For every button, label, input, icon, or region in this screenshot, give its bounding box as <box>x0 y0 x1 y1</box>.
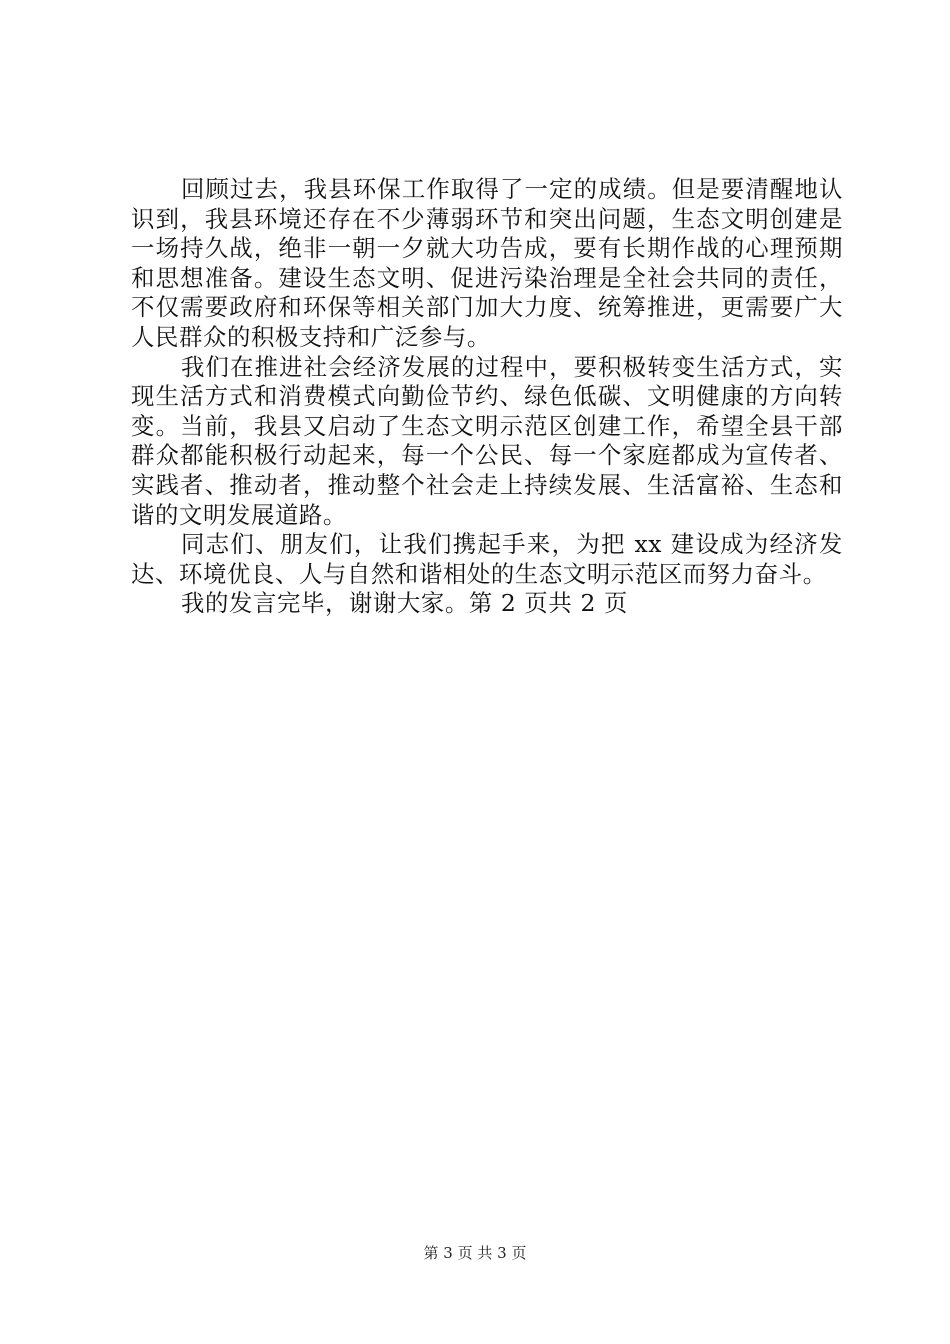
document-body <box>131 175 843 619</box>
paragraph: 我的发言完毕，谢谢大家。第 2 页共 2 页 <box>181 589 628 618</box>
paragraph: 同志们、朋友们，让我们携起手来，为把 xx 建设成为经济发达、环境优良、人与自然和谐相处的生态文明示范区而努力奋斗。 <box>131 530 843 588</box>
paragraph: 我们在推进社会经济发展的过程中，要积极转变生活方式，实现生活方式和消费模式向勤俭节约、绿色低碳、文明健康的方向转变。当前，我县又启动了生态文明示范区创建工作，希望全县干部群众都能积极行动起来，每一个公民、每一个家庭都成为宣传者、实践者、推动者，推动整个社会走上持续发展、生活富裕、生态和谐的文明发展道路。 <box>131 352 843 529</box>
page-footer: 第 3 页 共 3 页 <box>423 1244 527 1262</box>
paragraph: 回顾过去，我县环保工作取得了一定的成绩。但是要清醒地认识到，我县环境还存在不少薄弱环节和突出问题，生态文明创建是一场持久战，绝非一朝一夕就大功告成，要有长期作战的心理预期和思想准备。建设生态文明、促进污染治理是全社会共同的责任，不仅需要政府和环保等相关部门加大力度、统筹推进，更需要广大人民群众的积极支持和广泛参与。 <box>131 175 843 351</box>
